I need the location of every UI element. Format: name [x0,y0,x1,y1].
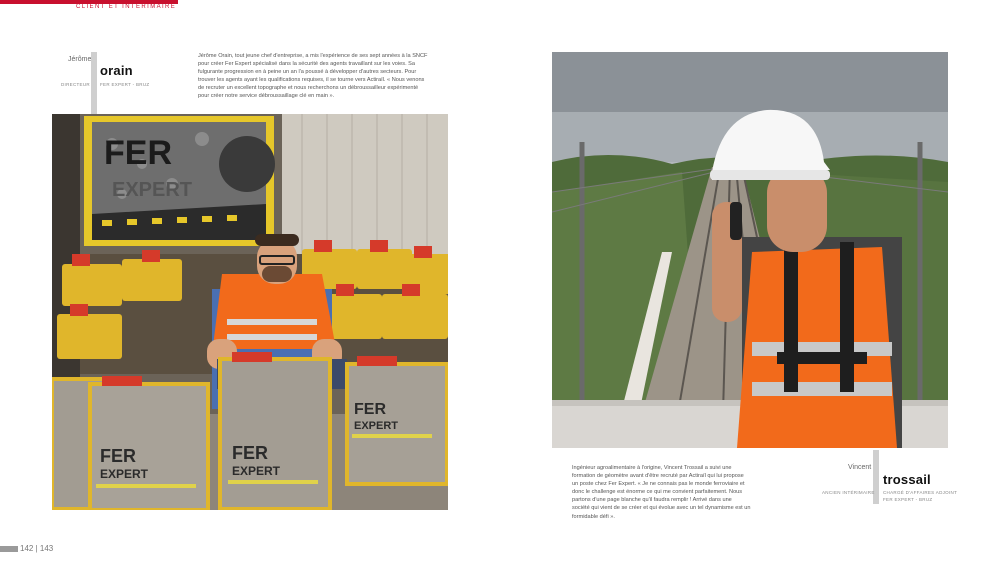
left-name-divider [91,52,97,114]
right-paragraph-line: donc le challenge est énorme ce qui me convient parfaitement. Nous [572,489,743,496]
left-paragraph-line: pour créer notre service débroussaillage clé en main ». [198,93,335,100]
case-text-expert: EXPERT [232,464,281,478]
right-paragraph-line: formation de géomètre avant d'être recruté par Actiraïl qui lui propose [572,473,744,480]
right-role: ANCIEN INTÉRIMAIRE [822,490,875,495]
left-paragraph-line: fulgurante progression en à peine un an l'a poussé à développer d'autres secteurs. Pour [198,69,417,76]
folio-bar [0,546,18,552]
left-paragraph-line: pour créer Fer Expert spécialisé dans la sécurité des agents travaillant sur les voies. Sa [198,61,416,68]
case-text-fer: FER [100,446,136,466]
left-paragraph [198,52,450,101]
right-role-2: CHARGÉ D'AFFAIRES ADJOINT [883,490,958,495]
right-photo [552,52,948,448]
case-text-expert: EXPERT [354,420,399,432]
sign-text-fer: FER [104,134,172,172]
right-paragraph-line: un poste chez Fer Expert. « Je ne connais pas le monde ferroviaire et [572,481,745,488]
sign-text-expert: EXPERT [112,179,193,201]
left-photo [52,114,448,510]
page-numbers: 142 | 143 [20,544,54,553]
case-text-fer: FER [232,443,268,463]
left-paragraph-line: de recruter un excellent topographe et nous recherchons un débroussailleur expérimenté [198,85,419,92]
section-label: CLIENT ET INTÉRIMAIRE [76,4,177,10]
right-paragraph-line: Ingénieur agroalimentaire à l'origine, Vincent Trossail a suivi une [572,465,732,471]
right-last-name: trossail [883,472,931,487]
left-paragraph-line: trouver les agents ayant les qualifications requises, il se tourne vers Actiraïl. « Nous venons [198,77,425,84]
case-text-expert: EXPERT [100,467,149,481]
left-first-name: Jérôme [68,56,92,63]
right-paragraph [572,464,772,521]
right-photo-illustration [552,52,948,448]
right-paragraph-line: partons d'une page blanche qu'il faudra remplir ! Arrivé dans une [572,497,732,504]
right-paragraph-line: formidable défi ». [572,513,615,520]
left-paragraph-line: Jérôme Orain, tout jeune chef d'entreprise, a mis l'expérience de ses sept années à la SNCF [198,53,428,59]
right-company: FER EXPERT - BRUZ [883,497,933,502]
right-paragraph-line: société qui vient de se créer et qui évolue avec un tel dynamisme est un [572,505,751,512]
case-text-fer: FER [354,401,386,418]
right-name-divider [873,450,879,504]
right-first-name: Vincent [848,464,872,471]
left-role: DIRECTEUR [61,82,90,87]
left-company: FER EXPERT - BRUZ [100,82,150,87]
left-photo-illustration [52,114,448,510]
left-last-name: orain [100,63,133,78]
